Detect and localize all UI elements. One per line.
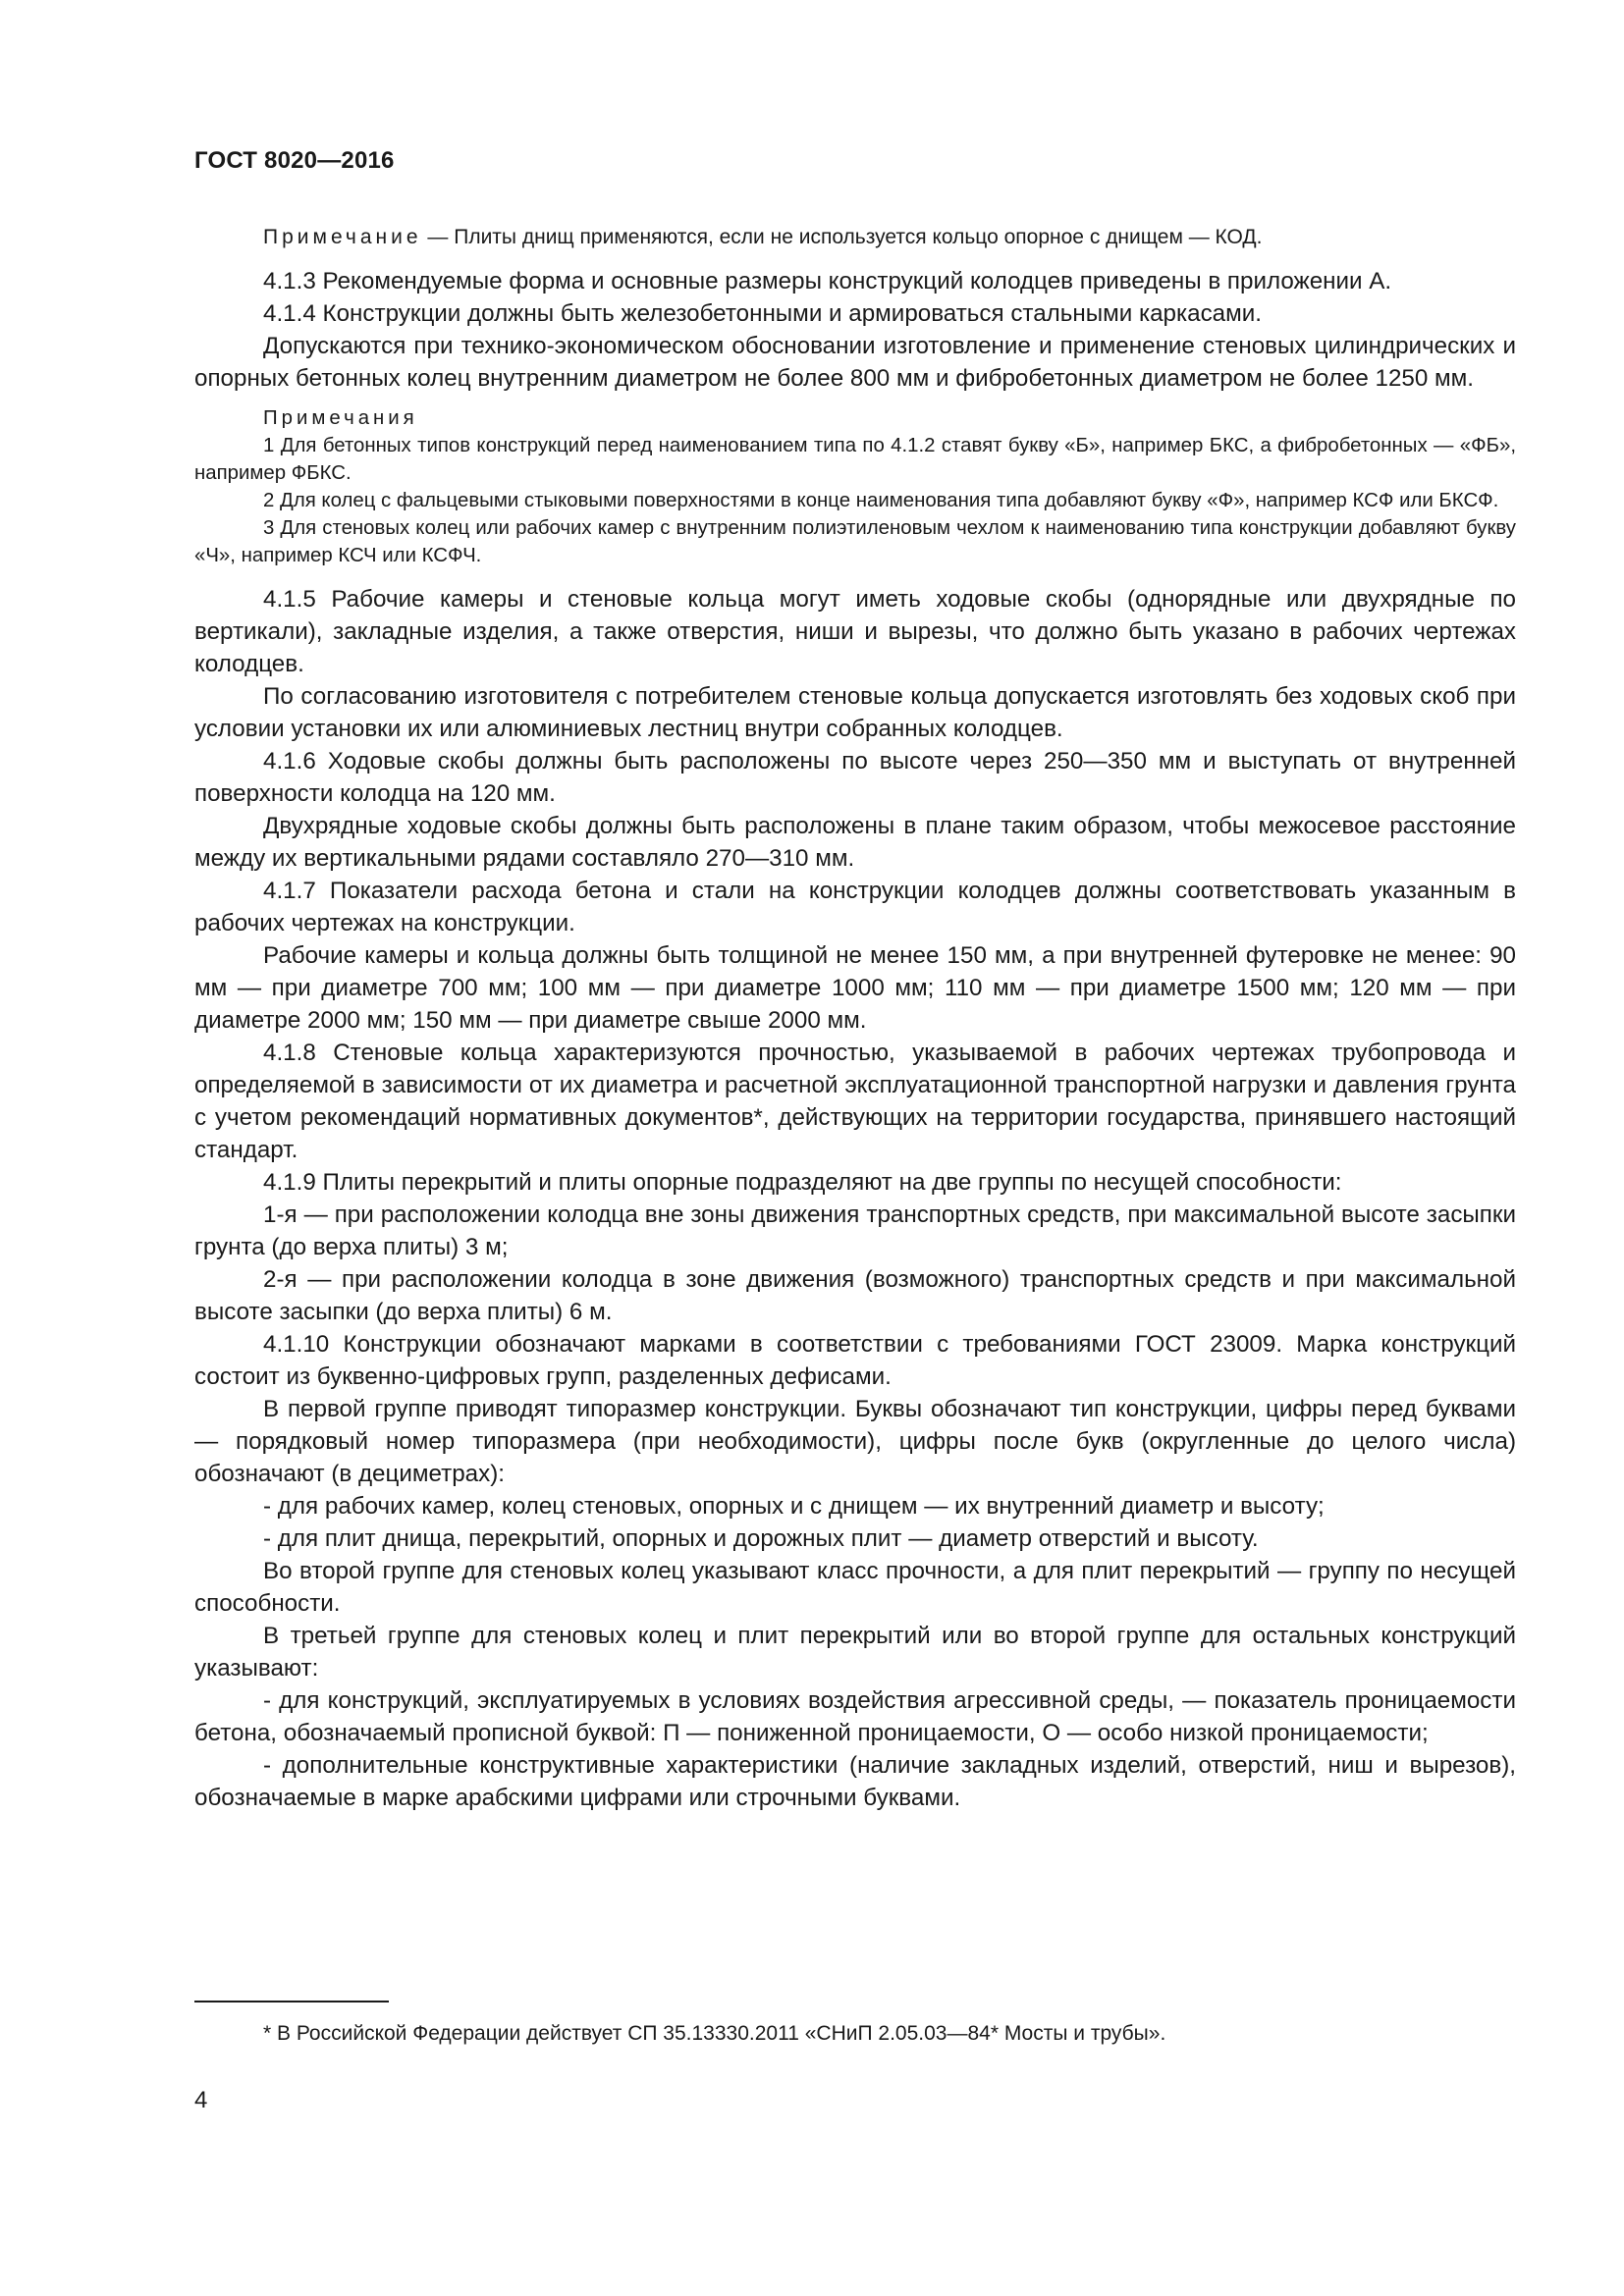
paragraph-4-1-10: 4.1.10 Конструкции обозначают марками в соответствии с требованиями ГОСТ 23009. Марка конструкций состоит из буквенно-цифровых групп, разделенных дефисами.	[194, 1331, 1516, 1390]
paragraph-4-1-6: 4.1.6 Ходовые скобы должны быть расположены по высоте через 250—350 мм и выступать от внутренней поверхности колодца на 120 мм.	[194, 748, 1516, 807]
footnote-divider	[194, 2001, 389, 2002]
paragraph-concrete-rings: Допускаются при технико-экономическом обосновании изготовление и применение стеновых цилиндрических и опорных бетонных колец внутренним диаметром не более 800 мм и фибробетонных диаметром не более 1250 мм.	[194, 333, 1516, 392]
document-page	[194, 145, 1516, 1814]
note-item: 2 Для колец с фальцевыми стыковыми поверхностями в конце наименования типа добавляют букву «Ф», например КСФ или БКСФ.	[263, 490, 1499, 511]
page-number: 4	[194, 2087, 208, 2113]
list-item: - для плит днища, перекрытий, опорных и дорожных плит — диаметр отверстий и высоту.	[263, 1525, 1259, 1552]
paragraph: Двухрядные ходовые скобы должны быть расположены в плане таким образом, чтобы межосевое расстояние между их вертикальными рядами составляло 270—310 мм.	[194, 813, 1516, 872]
note-item: 1 Для бетонных типов конструкций перед наименованием типа по 4.1.2 ставят букву «Б», например БКС, а фибробетонных — «ФБ», например ФБКС.	[194, 435, 1516, 484]
paragraph-4-1-8: 4.1.8 Стеновые кольца характеризуются прочностью, указываемой в рабочих чертежах трубопровода и определяемой в зависимости от их диаметра и расчетной эксплуатационной транспортной нагрузки и давления грунта с учетом рекомендаций нормативных документов*, действующих на территории государства, принявшего настоящий стандарт.	[194, 1040, 1516, 1163]
note-item: 3 Для стеновых колец или рабочих камер с внутренним полиэтиленовым чехлом к наименованию типа конструкции добавляют букву «Ч», например КСЧ или КСФЧ.	[194, 517, 1516, 566]
list-item: - дополнительные конструктивные характеристики (наличие закладных изделий, отверстий, ниш и вырезов), обозначаемые в марке арабскими цифрами или строчными буквами.	[194, 1752, 1516, 1811]
paragraph: По согласованию изготовителя с потребителем стеновые кольца допускается изготовлять без ходовых скоб при условии установки их или алюминиевых лестниц внутри собранных колодцев.	[194, 683, 1516, 742]
footnote: * В Российской Федерации действует СП 35.13330.2011 «СНиП 2.05.03—84* Мосты и трубы».	[263, 2022, 1166, 2045]
list-item: - для рабочих камер, колец стеновых, опорных и с днищем — их внутренний диаметр и высоту;	[263, 1493, 1325, 1520]
list-item: - для конструкций, эксплуатируемых в условиях воздействия агрессивной среды, — показатель проницаемости бетона, обозначаемый прописной буквой: П — пониженной проницаемости, О — особо низкой проницаемости;	[194, 1687, 1516, 1746]
paragraph: 2-я — при расположении колодца в зоне движения (возможного) транспортных средств и при максимальной высоте засыпки (до верха плиты) 6 м.	[194, 1266, 1516, 1325]
document-header: ГОСТ 8020—2016	[194, 147, 395, 174]
paragraph: Рабочие камеры и кольца должны быть толщиной не менее 150 мм, а при внутренней футеровке не менее: 90 мм — при диаметре 700 мм; 100 мм — при диаметре 1000 мм; 110 мм — при диаметре 1500 мм; 120 мм — при диаметре 2000 мм; 150 мм — при диаметре свыше 2000 мм.	[194, 942, 1516, 1034]
paragraph: В первой группе приводят типоразмер конструкции. Буквы обозначают тип конструкции, цифры перед буквами — порядковый номер типоразмера (при необходимости), цифры после букв (округленные до целого числа) обозначают (в дециметрах):	[194, 1396, 1516, 1487]
notes-label: Примечания	[263, 407, 418, 429]
paragraph-4-1-3: 4.1.3 Рекомендуемые форма и основные размеры конструкций колодцев приведены в приложении А.	[263, 268, 1392, 294]
paragraph: В третьей группе для стеновых колец и плит перекрытий или во второй группе для остальных конструкций указывают:	[194, 1623, 1516, 1682]
notes-block	[194, 404, 1516, 569]
paragraph: 1-я — при расположении колодца вне зоны движения транспортных средств, при максимальной высоте засыпки грунта (до верха плиты) 3 м;	[194, 1201, 1516, 1260]
paragraph-4-1-9: 4.1.9 Плиты перекрытий и плиты опорные подразделяют на две группы по несущей способности:	[263, 1169, 1342, 1196]
section-block-2	[194, 583, 1516, 1814]
top-note-label: Примечание	[263, 226, 422, 248]
section-block-1	[194, 265, 1516, 395]
paragraph-4-1-7: 4.1.7 Показатели расхода бетона и стали на конструкции колодцев должны соответствовать указанным в рабочих чертежах на конструкции.	[194, 878, 1516, 936]
top-note-text: — Плиты днищ применяются, если не используется кольцо опорное с днищем — КОД.	[421, 226, 1263, 248]
top-note	[194, 224, 1516, 251]
paragraph-4-1-4: 4.1.4 Конструкции должны быть железобетонными и армироваться стальными каркасами.	[263, 300, 1262, 327]
paragraph: Во второй группе для стеновых колец указывают класс прочности, а для плит перекрытий — группу по несущей способности.	[194, 1558, 1516, 1617]
paragraph-4-1-5: 4.1.5 Рабочие камеры и стеновые кольца могут иметь ходовые скобы (однорядные или двухрядные по вертикали), закладные изделия, а также отверстия, ниши и вырезы, что должно быть указано в рабочих чертежах колодцев.	[194, 586, 1516, 677]
